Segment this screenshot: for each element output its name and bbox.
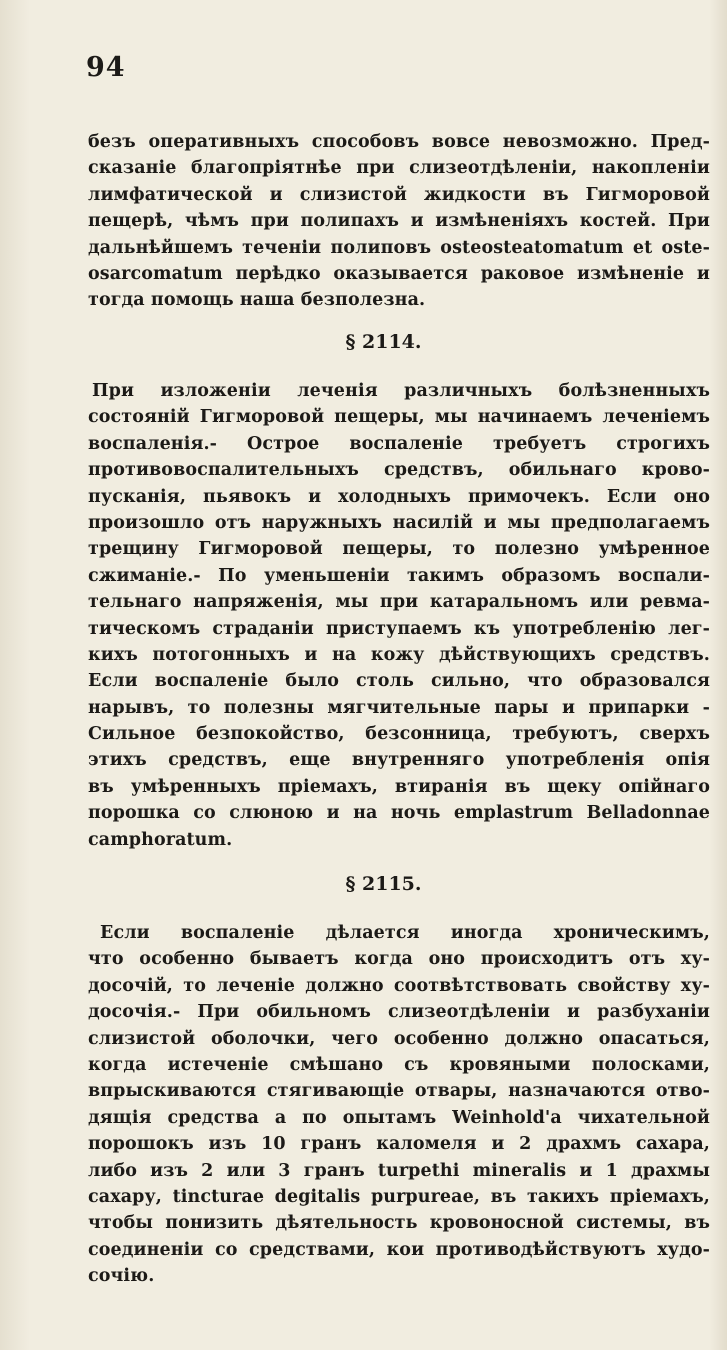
text-line: чтобы понизить дѣятельность кровоносной системы, въ	[88, 1213, 710, 1234]
text-line: Если воспаленіе было столь сильно, что образовался	[88, 671, 710, 692]
section-heading-2115: § 2115.	[345, 873, 422, 895]
text-line: osarcomatum перѣдко оказывается раковое измѣненіе и	[88, 263, 710, 284]
text-line: воспаленія.- Острое воспаленіе требуетъ строгихъ	[88, 433, 710, 454]
text-line: сахару, tincturae degitalis purpureae, въ такихъ пріемахъ,	[88, 1186, 710, 1207]
page-number: 94	[86, 52, 126, 83]
section-heading-2114: § 2114.	[345, 331, 422, 353]
text-line: произошло отъ наружныхъ насилій и мы предполагаемъ	[88, 512, 710, 533]
text-line: кихъ потогонныхъ и на кожу дѣйствующихъ средствъ.	[88, 644, 710, 665]
text-line: либо изъ 2 или 3 гранъ turpethi mineralis и 1 драхмы	[88, 1160, 710, 1181]
text-line: тогда помощь наша безполезна.	[88, 290, 426, 311]
text-line: сжиманіе.- По уменьшеніи такимъ образомъ воспали-	[88, 565, 710, 586]
text-line: противовоспалительныхъ средствъ, обильнаго крово-	[88, 460, 710, 481]
text-line: въ умѣренныхъ пріемахъ, втиранія въ щеку опійнаго	[88, 776, 710, 797]
text-line: когда истеченіе смѣшано съ кровяными полосками,	[88, 1054, 710, 1075]
text-line: досочія.- При обильномъ слизеотдѣленіи и разбуханіи	[88, 1002, 710, 1023]
text-line: соединеніи со средствами, кои противодѣйствуютъ худо-	[88, 1239, 710, 1260]
text-line: что особенно бываетъ когда оно происходитъ отъ ху-	[88, 949, 710, 970]
text-line: этихъ средствъ, еще внутренняго употребленія опія	[88, 750, 710, 771]
text-line: дящія средства а по опытамъ Weinhold'a чихательной	[88, 1107, 710, 1128]
text-line-content: При изложеніи леченія различныхъ болѣзненныхъ	[92, 381, 710, 401]
text-line: camphoratum.	[88, 829, 233, 850]
text-line: порошокъ изъ 10 гранъ каломеля и 2 драхмъ сахара,	[88, 1134, 710, 1155]
text-line: пусканія, пьявокъ и холодныхъ примочекъ. Если оно	[88, 486, 710, 507]
section-2115-paragraph	[88, 920, 710, 1289]
text-line: сочію.	[88, 1266, 155, 1287]
text-line: Сильное безпокойство, безсонница, требуютъ, сверхъ	[88, 724, 710, 745]
text-line: порошка со слюною и на ночь emplastrum Belladonnae	[88, 803, 710, 824]
text-line: дальнѣйшемъ теченіи полиповъ osteosteatomatum et oste-	[88, 237, 710, 258]
text-line: тельнаго напряженія, мы при катаральномъ или ревма-	[88, 592, 710, 613]
text-line: состояній Гигморовой пещеры, мы начинаемъ леченіемъ	[88, 407, 710, 428]
paragraph-continuation	[88, 129, 710, 314]
text-line: тическомъ страданіи приступаемъ къ употребленію лег-	[88, 618, 710, 639]
text-line	[88, 378, 710, 404]
text-line: слизистой оболочки, чего особенно должно опасаться,	[88, 1028, 710, 1049]
text-line: лимфатической и слизистой жидкости въ Гигморовой	[88, 184, 710, 205]
text-line: безъ оперативныхъ способовъ вовсе невозможно. Пред-	[88, 132, 710, 152]
text-line: сказаніе благопріятнѣе при слизеотдѣленіи, накопленіи	[88, 158, 710, 179]
text-line: нарывъ, то полезны мягчительные пары и припарки -	[88, 697, 710, 718]
text-line: пещерѣ, чѣмъ при полипахъ и измѣненіяхъ костей. При	[88, 211, 710, 232]
text-line: трещину Гигморовой пещеры, то полезно умѣренное	[88, 539, 710, 560]
text-line: впрыскиваются стягивающіе отвары, назначаются отво-	[88, 1081, 710, 1102]
text-line	[88, 920, 710, 946]
section-2114-paragraph	[88, 378, 710, 853]
text-line-content: Если воспаленіе дѣлается иногда хроническимъ,	[100, 923, 710, 943]
text-line: досочій, то леченіе должно соотвѣтствовать свойству ху-	[88, 975, 710, 996]
